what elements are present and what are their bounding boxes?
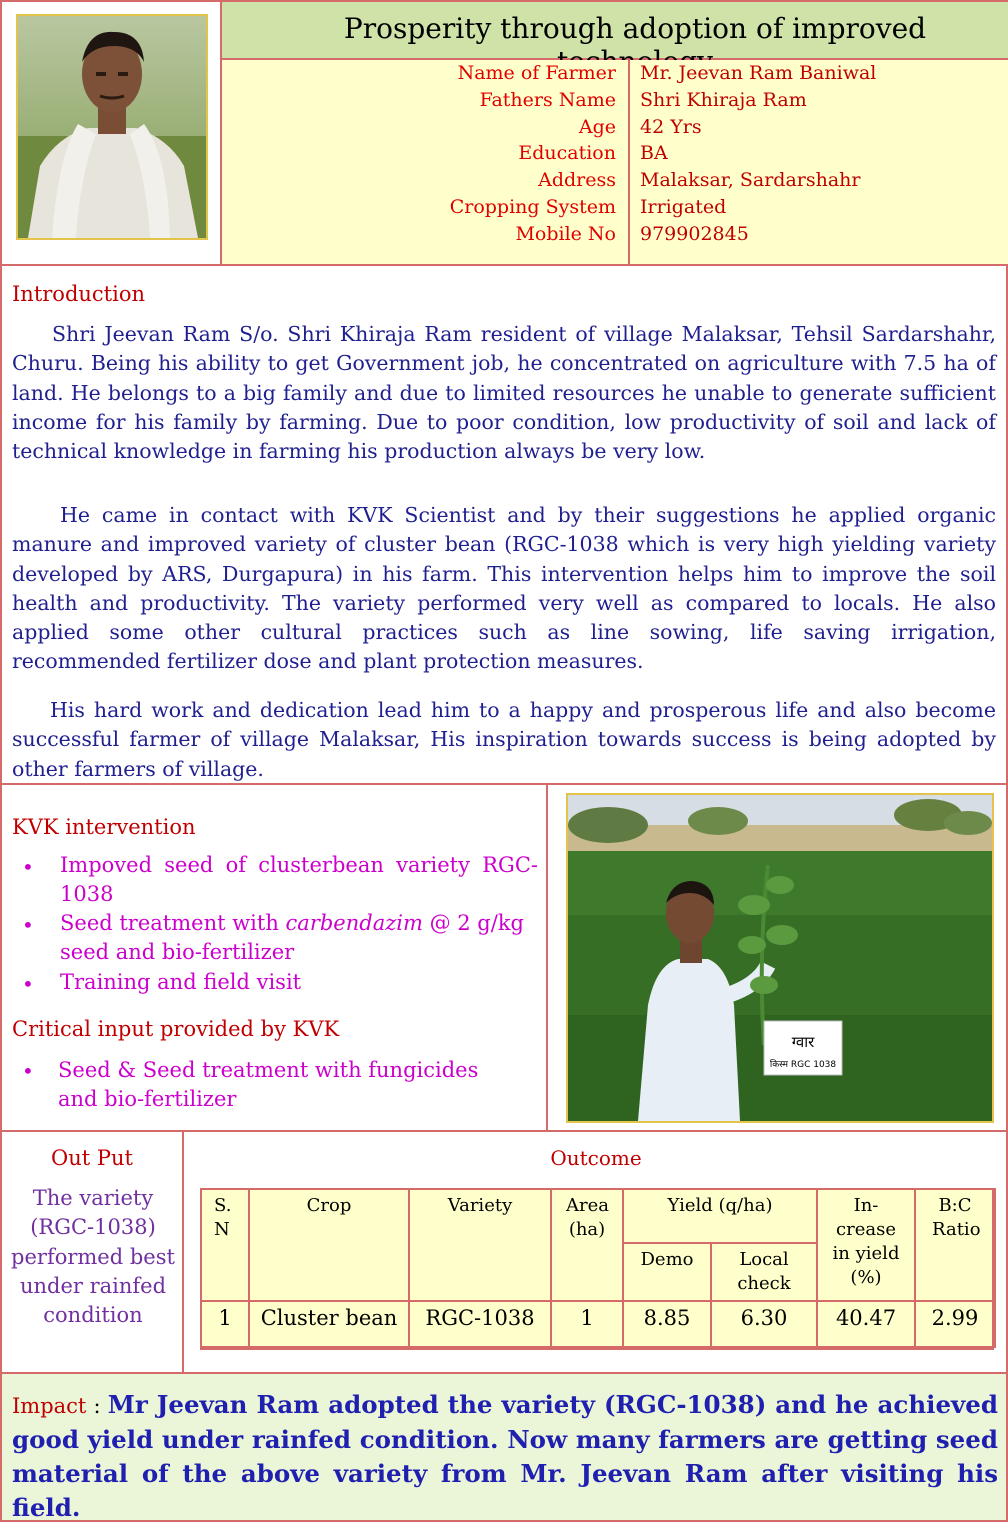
output-outcome-section: [0, 1130, 1008, 1374]
header-demo: Demo: [622, 1242, 712, 1302]
critical-input-heading: Critical input provided by KVK: [12, 1017, 340, 1041]
info-label-age: Age: [578, 116, 616, 138]
page-title: Prosperity through adoption of improved: [343, 12, 927, 45]
info-label-cropping: Cropping System: [449, 196, 616, 218]
introduction-paragraph-2: He came in contact with KVK Scientist and by their suggestions he applied organic manure and improved variety of cluster bean (RGC-1038 which is very high yielding variety developed by ARS, Durgapura) in his farm. This intervention helps him to improve the soil health and productivity. The variety performed very well as compared to locals. He also applied some other cultural practices such as line sowing, life saving irrigation, recommended fertilizer dose and plant protection measures.: [12, 503, 996, 674]
critical-input-item-1: Seed & Seed treatment with fungicides and bio-fertilizer: [58, 1058, 479, 1111]
info-divider: [628, 60, 630, 266]
bullet-icon: •: [22, 972, 34, 996]
kvk-intervention-heading: KVK intervention: [12, 815, 196, 839]
farmer-portrait-photo: [16, 14, 208, 240]
info-label-father: Fathers Name: [479, 89, 616, 111]
intervention-item-2: [60, 909, 538, 967]
header-increase: In-crease in yield (%): [816, 1188, 916, 1302]
cell-crop: Cluster bean: [260, 1306, 398, 1330]
info-label-education: Education: [518, 142, 616, 164]
output-text: The variety (RGC-1038) performed best under rainfed condition: [11, 1186, 175, 1328]
info-value-father: Shri Khiraja Ram: [640, 89, 807, 111]
intervention-item-2-pre: Seed treatment with: [60, 911, 286, 935]
outcome-heading: Outcome: [550, 1146, 642, 1170]
header-bc-ratio: B:C Ratio: [914, 1188, 996, 1302]
impact-text-block: [12, 1388, 998, 1522]
info-value-name: Mr. Jeevan Ram Baniwal: [640, 62, 877, 84]
introduction-paragraph-1: Shri Jeevan Ram S/o. Shri Khiraja Ram resident of village Malaksar, Tehsil Sardarshahr, Churu. Being his ability to get Government job, he concentrated on agriculture with 7.5 ha of land. He belongs to a big family and due to limited resources he unable to generate sufficient income for his family by farming. Due to poor condition, low productivity of soil and lack of technical knowledge in farming his production always be very low.: [12, 322, 996, 464]
cell-area: 1: [580, 1306, 594, 1330]
farmer-profile-header: [0, 0, 1008, 266]
info-value-age: 42 Yrs: [640, 116, 702, 138]
introduction-section: [0, 264, 1008, 785]
cell-demo: 8.85: [643, 1306, 691, 1330]
introduction-paragraph-3: His hard work and dedication lead him to a happy and prosperous life and also become successful farmer of village Malaksar, His inspiration towards success is being adopted by other farmers of village.: [12, 698, 996, 781]
field-sign-subtext: किस्म RGC 1038: [769, 1060, 837, 1070]
field-sign-text: ग्वार: [791, 1033, 815, 1051]
header-variety: Variety: [408, 1188, 552, 1302]
output-heading: Out Put: [51, 1146, 133, 1170]
introduction-heading: Introduction: [12, 282, 145, 306]
impact-section: [0, 1372, 1008, 1522]
info-label-mobile: Mobile No: [515, 223, 616, 245]
outcome-table: [200, 1188, 994, 1350]
bullet-icon: •: [22, 913, 34, 937]
farmer-info-table: [222, 60, 1008, 266]
cell-bc-ratio: 2.99: [931, 1306, 979, 1330]
bullet-icon: •: [22, 855, 34, 879]
impact-text: Mr Jeevan Ram adopted the variety (RGC-1038) and he achieved good yield under rainfed condition. Now many farmers are getting seed material of the above variety from Mr. Jeevan Ram after visiting his field.: [12, 1390, 998, 1522]
info-value-cropping: Irrigated: [640, 196, 727, 218]
field-photo-image: [568, 795, 992, 1121]
kvk-divider: [546, 785, 548, 1132]
header-crop: Crop: [248, 1188, 410, 1302]
intervention-item-1: Impoved seed of clusterbean variety RGC-1038: [60, 853, 538, 906]
kvk-intervention-section: [0, 783, 1008, 1132]
farmer-portrait-image: [18, 16, 206, 238]
intervention-item-3: Training and field visit: [60, 970, 302, 994]
info-label-name: Name of Farmer: [457, 62, 616, 84]
info-value-mobile: 979902845: [640, 223, 749, 245]
impact-label: Impact: [12, 1394, 87, 1418]
info-value-education: BA: [640, 142, 668, 164]
title-bar: [222, 2, 1008, 60]
impact-separator: :: [86, 1394, 108, 1418]
cell-local-check: 6.30: [740, 1306, 788, 1330]
cell-variety: RGC-1038: [425, 1306, 535, 1330]
header-local-check: Local check: [710, 1242, 818, 1302]
header-yield: Yield (q/ha): [622, 1188, 818, 1244]
field-photo: [566, 793, 994, 1123]
cell-increase: 40.47: [835, 1306, 897, 1330]
cell-sn: 1: [218, 1306, 232, 1330]
info-label-address: Address: [538, 169, 616, 191]
intervention-item-2-italic: carbendazim: [285, 911, 423, 935]
header-area: Area (ha): [550, 1188, 624, 1302]
intervention-item-2-post: @ 2 g/kg seed and bio-fertilizer: [60, 911, 524, 964]
bullet-icon: •: [22, 1059, 34, 1083]
header-sn: S. N: [200, 1188, 250, 1302]
info-value-address: Malaksar, Sardarshahr: [640, 169, 861, 191]
